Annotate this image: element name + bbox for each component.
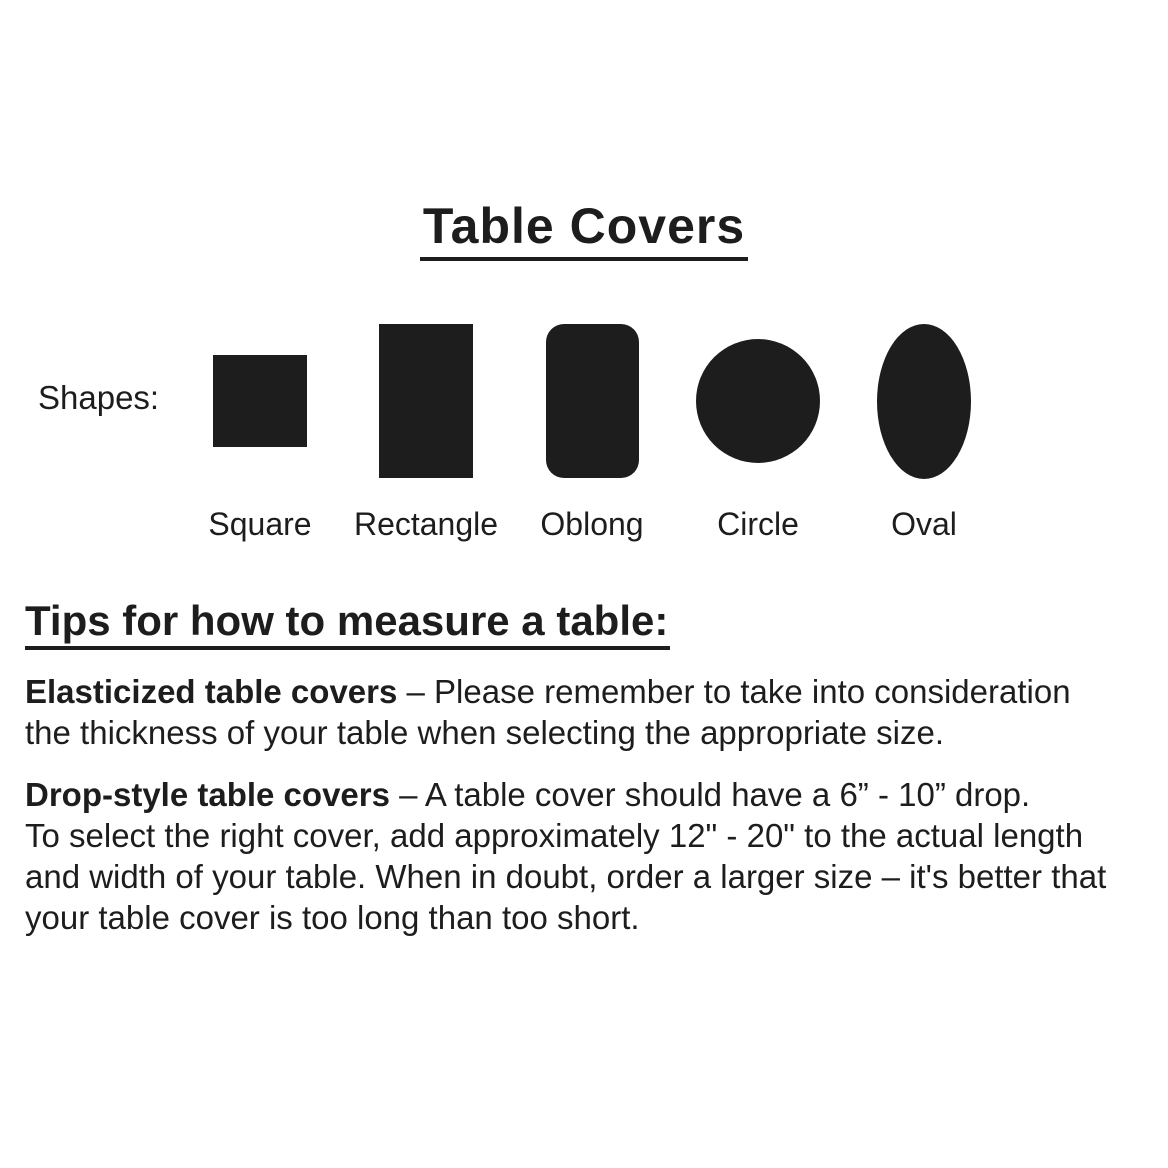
shape-label-oblong: Oblong (540, 506, 644, 542)
elasticized-line-2: the thickness of your table when selecting the appropriate size. (25, 714, 945, 751)
shape-label-rectangle: Rectangle (353, 506, 499, 542)
shape-col-square (177, 324, 343, 543)
elasticized-lead: Elasticized table covers (25, 673, 398, 710)
rectangle-icon (379, 324, 473, 478)
oval-figure (841, 324, 1007, 478)
elasticized-line-1: – Please remember to take into consideration (397, 673, 1071, 710)
title-section (0, 198, 1168, 261)
oval-icon (877, 324, 971, 479)
square-icon (213, 355, 307, 447)
shape-col-circle (675, 324, 841, 543)
square-figure (177, 324, 343, 478)
shape-col-oval (841, 324, 1007, 543)
tips-heading: Tips for how to measure a table: (25, 600, 670, 650)
drop-style-line-1: – A table cover should have a 6” - 10” drop. (389, 776, 1031, 813)
oblong-figure (509, 324, 675, 478)
shapes-label: Shapes: (38, 379, 160, 416)
oblong-icon (546, 324, 639, 478)
elasticized-paragraph (25, 671, 1071, 753)
drop-style-paragraph (25, 774, 1106, 938)
drop-style-line-4: your table cover is too long than too short. (25, 899, 640, 936)
circle-icon (696, 339, 820, 463)
shapes-row (177, 324, 1007, 543)
shape-label-oval: Oval (891, 506, 957, 542)
shape-label-circle: Circle (717, 506, 799, 542)
shape-col-oblong (509, 324, 675, 543)
page-title: Table Covers (420, 201, 748, 261)
shape-label-square: Square (208, 506, 312, 542)
rectangle-figure (343, 324, 509, 478)
shape-col-rectangle (343, 324, 509, 543)
circle-figure (675, 324, 841, 478)
drop-style-line-3: and width of your table. When in doubt, order a larger size – it's better that (25, 858, 1107, 895)
drop-style-line-2: To select the right cover, add approximately 12" - 20" to the actual length (25, 817, 1084, 854)
drop-style-lead: Drop-style table covers (25, 776, 390, 813)
